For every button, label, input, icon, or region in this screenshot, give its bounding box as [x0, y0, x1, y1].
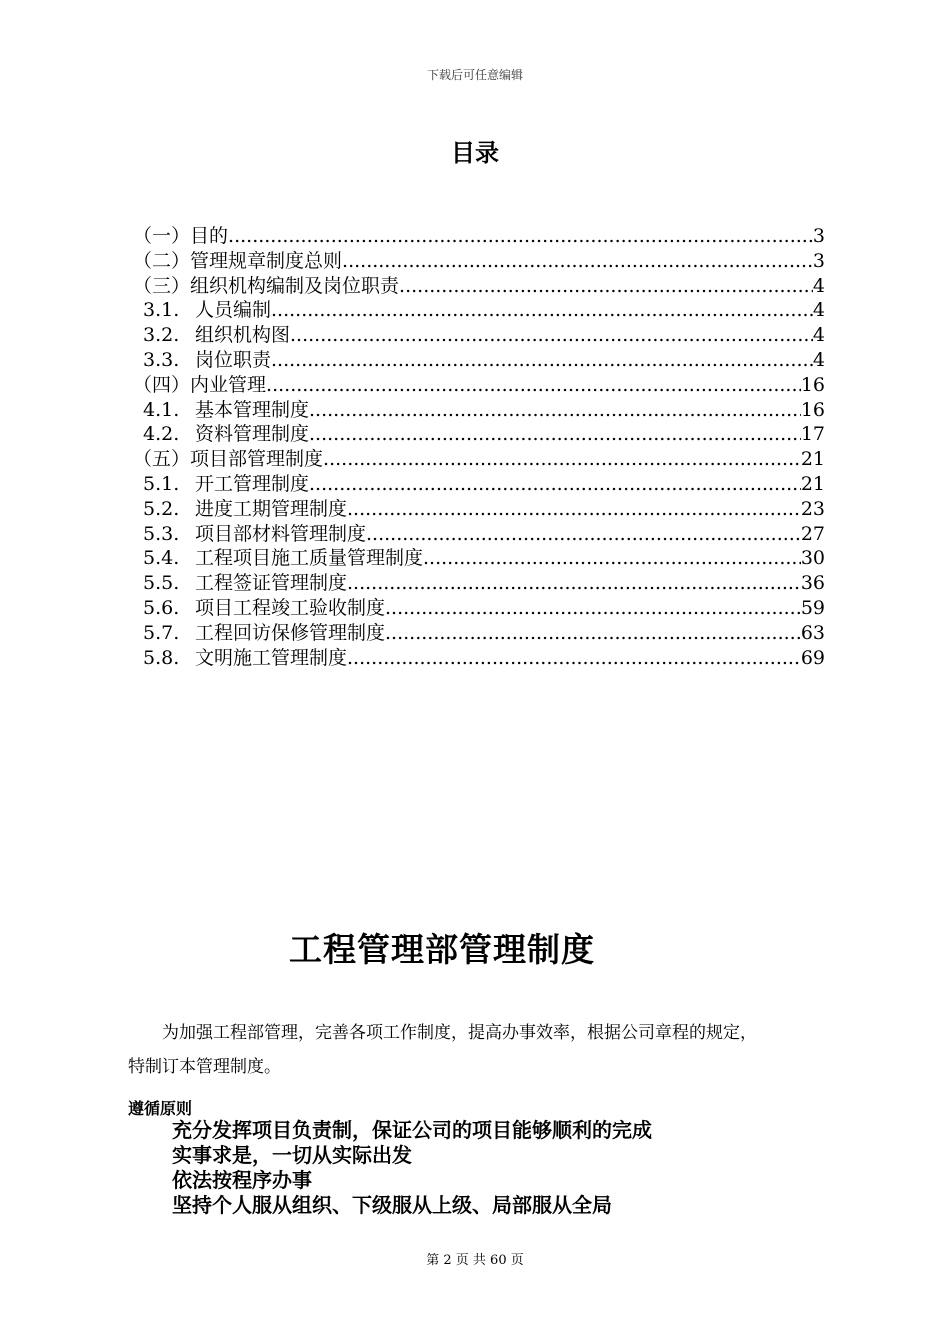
intro-paragraph	[128, 1016, 838, 1084]
toc-entry-page: 63	[800, 621, 825, 644]
toc-entry-number: 4.2.	[143, 423, 180, 446]
toc-entry-page: 4	[812, 299, 825, 322]
principle-item: 充分发挥项目负责制，保证公司的项目能够顺利的完成	[172, 1118, 652, 1142]
toc-entry-number: 5.8.	[143, 646, 180, 669]
toc-entry-number: 5.2.	[143, 497, 180, 520]
toc-entry-page: 21	[800, 472, 825, 495]
principle-item: 依法按程序办事	[172, 1168, 312, 1192]
toc-entry[interactable]	[133, 249, 825, 274]
toc-entry-title: 组织机构编制及岗位职责	[190, 274, 400, 297]
document-title: 工程管理部管理制度	[289, 930, 595, 969]
toc-entry-number: （五）	[133, 448, 191, 471]
toc-dot-leader	[290, 323, 813, 348]
intro-line-2: 特制订本管理制度。	[128, 1057, 281, 1077]
toc-entry-title: 基本管理制度	[195, 398, 310, 421]
toc-entry-number: 3.1.	[143, 299, 180, 322]
toc-entry-page: 30	[800, 547, 825, 570]
toc-entry-number: 5.6.	[143, 596, 180, 619]
toc-entry-number: 5.7.	[143, 621, 180, 644]
principles-heading: 遵循原则	[128, 1099, 193, 1118]
toc-entry-number: 4.1.	[143, 398, 180, 421]
toc-entry[interactable]	[133, 348, 825, 373]
toc-dot-leader	[385, 621, 801, 646]
toc-entry-page: 16	[800, 373, 825, 396]
toc-entry[interactable]	[133, 422, 825, 447]
toc-dot-leader	[309, 422, 801, 447]
toc-entry[interactable]	[133, 447, 825, 472]
toc-entry-number: （三）	[133, 274, 191, 297]
toc-entry-number: 5.4.	[143, 547, 180, 570]
toc-entry-page: 59	[800, 596, 825, 619]
toc-entry-title: 管理规章制度总则	[190, 249, 343, 272]
toc-entry[interactable]	[133, 373, 825, 398]
toc-entry-page: 17	[800, 423, 825, 446]
toc-entry-page: 4	[812, 324, 825, 347]
toc-dot-leader	[347, 646, 801, 671]
toc-entry-number: 3.3.	[143, 348, 180, 371]
toc-entry[interactable]	[133, 571, 825, 596]
toc-entry-number: （二）	[133, 249, 191, 272]
toc-entry-page: 4	[812, 274, 825, 297]
toc-entry-number: 5.5.	[143, 572, 180, 595]
toc-dot-leader	[347, 497, 801, 522]
intro-line-1: 为加强工程部管理，完善各项工作制度，提高办事效率，根据公司章程的规定，	[162, 1023, 757, 1043]
toc-dot-leader	[385, 596, 801, 621]
toc-entry-title: 组织机构图	[195, 324, 291, 347]
toc-entry[interactable]	[133, 298, 825, 323]
toc-entry[interactable]	[133, 546, 825, 571]
principle-item: 坚持个人服从组织、下级服从上级、局部服从全局	[172, 1193, 612, 1217]
toc-entry[interactable]	[133, 646, 825, 671]
toc-entry[interactable]	[133, 224, 825, 249]
toc-dot-leader	[266, 373, 801, 398]
toc-entry-number: 5.3.	[143, 522, 180, 545]
toc-dot-leader	[271, 298, 813, 323]
toc-entry[interactable]	[133, 497, 825, 522]
toc-entry-page: 36	[800, 572, 825, 595]
toc-entry-page: 23	[800, 497, 825, 520]
toc-entry-title: 岗位职责	[195, 348, 272, 371]
toc-entry-title: 资料管理制度	[195, 423, 310, 446]
toc-entry-title: 内业管理	[190, 373, 267, 396]
toc-entry-title: 项目工程竣工验收制度	[195, 596, 386, 619]
toc-dot-leader	[423, 546, 801, 571]
toc-entry-title: 项目部材料管理制度	[195, 522, 367, 545]
toc-entry-page: 3	[812, 225, 825, 247]
toc-entry-page: 27	[800, 522, 825, 545]
toc-entry-title: 项目部管理制度	[190, 448, 324, 471]
principles-list	[172, 1118, 652, 1218]
toc-dot-leader	[347, 571, 801, 596]
toc-dot-leader	[271, 348, 813, 373]
toc-entry[interactable]	[133, 596, 825, 621]
toc-dot-leader	[323, 447, 801, 472]
toc-dot-leader	[399, 274, 813, 299]
toc-entry-title: 进度工期管理制度	[195, 497, 348, 520]
toc-entry-page: 4	[812, 348, 825, 371]
toc-entry-number: （四）	[133, 373, 191, 396]
toc-entry-page: 16	[800, 398, 825, 421]
toc-entry-title: 开工管理制度	[195, 472, 310, 495]
toc-entry-title: 目的	[190, 225, 229, 247]
page-footer: 第 2 页 共 60 页	[426, 1253, 524, 1268]
toc-entry-title: 工程回访保修管理制度	[195, 621, 386, 644]
toc-entry-title: 文明施工管理制度	[195, 646, 348, 669]
toc-entry-page: 21	[800, 448, 825, 471]
toc-entry[interactable]	[133, 522, 825, 547]
header-note: 下载后可任意编辑	[426, 68, 523, 82]
table-of-contents	[133, 224, 825, 670]
toc-dot-leader	[228, 224, 813, 249]
toc-dot-leader	[309, 472, 801, 497]
toc-entry-title: 工程签证管理制度	[195, 572, 348, 595]
toc-entry-number: 3.2.	[143, 324, 180, 347]
toc-entry[interactable]	[133, 323, 825, 348]
toc-dot-leader	[342, 249, 813, 274]
toc-entry-number: 5.1.	[143, 472, 180, 495]
toc-entry-number: （一）	[133, 225, 191, 247]
toc-entry[interactable]	[133, 274, 825, 299]
toc-title: 目录	[451, 138, 499, 167]
toc-entry-page: 69	[800, 646, 825, 669]
toc-entry[interactable]	[133, 621, 825, 646]
toc-entry[interactable]	[133, 398, 825, 423]
toc-dot-leader	[309, 398, 801, 423]
principle-item: 实事求是，一切从实际出发	[172, 1143, 412, 1167]
toc-entry-page: 3	[812, 249, 825, 272]
toc-entry-title: 人员编制	[195, 299, 272, 322]
toc-dot-leader	[366, 522, 801, 547]
toc-entry[interactable]	[133, 472, 825, 497]
toc-entry-title: 工程项目施工质量管理制度	[195, 547, 424, 570]
